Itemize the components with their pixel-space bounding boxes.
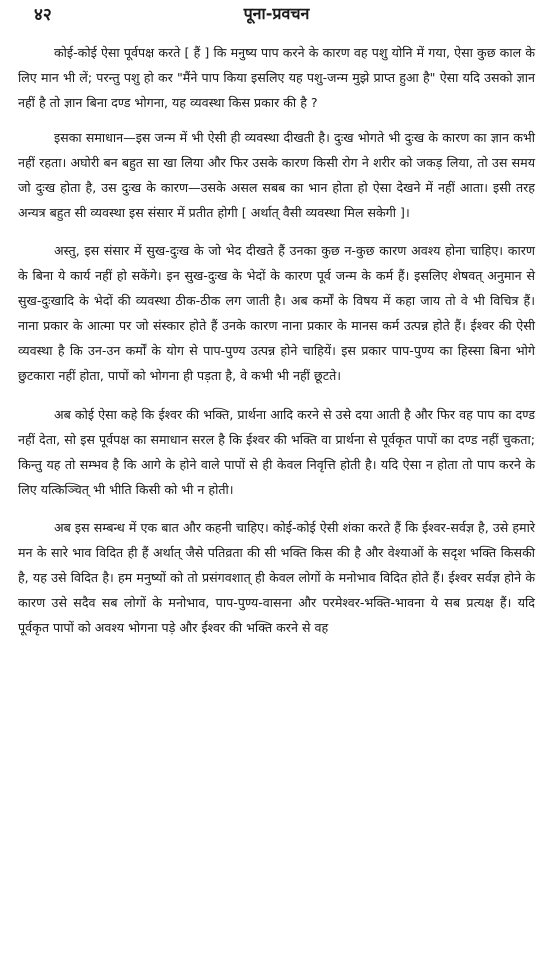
paragraph-3: अस्तु, इस संसार में सुख-दुःख के जो भेद दीखते हैं उनका कुछ न-कुछ कारण अवश्य होना चाहिए। कारण के बिना ये कार्य नहीं हो सकेंगे। इन सुख-दुःख के भेदों के कारण पूर्व जन्म के कर्म हैं। इसलिए शेषवत् अनुमान से सुख-दुःखादि के भेदों की व्यवस्था ठीक-ठीक लग जाती है। अब कर्मों के विषय में कहा जाय तो वे भी विचित्र हैं। नाना प्रकार के आत्मा पर जो संस्कार होते हैं उनके कारण नाना प्रकार के मानस कर्म उत्पन्न होते हैं। ईश्वर की ऐसी व्यवस्था है कि उन-उन कर्मों के योग से पाप-पुण्य उत्पन्न होने चाहियें। इस प्रकार पाप-पुण्य का हिस्सा बिना भोगे छुटकारा नहीं होता, पापों को भोगना ही पड़ता है, वे कभी भी नहीं छूटते। bbox=[18, 243, 535, 383]
paragraph-5: अब इस सम्बन्ध में एक बात और कहनी चाहिए। कोई-कोई ऐसी शंका करते हैं कि ईश्वर-सर्वज्ञ है, उसे हमारे मन के सारे भाव विदित ही हैं अर्थात् जैसे पतिव्रता की सी भक्ति किस की है और वेश्याओं के सदृश भक्ति किसकी है, यह उसे विदित है। हम मनुष्यों को तो प्रसंगवशात् ही केवल लोगों के मनोभाव विदित होते हैं। ईश्वर सर्वज्ञ होने के कारण उसे सदैव सब लोगों के मनोभाव, पाप-पुण्य-वासना और परमेश्वर-भक्ति-भावना ये सब प्रत्यक्ष हैं। यदि पूर्वकृत पापों को अवश्य भोगना पड़े और ईश्वर की भक्ति करने से वह bbox=[18, 520, 535, 635]
page-header bbox=[18, 0, 535, 40]
running-title: पूना-प्रवचन bbox=[243, 4, 310, 23]
page-number: ४२ bbox=[34, 5, 52, 25]
paragraph-1: कोई-कोई ऐसा पूर्वपक्ष करते [ हैं ] कि मनुष्य पाप करने के कारण वह पशु योनि में गया, ऐसा कुछ काल के लिए मान भी लें; परन्तु पशु हो कर "मैंने पाप किया इसलिए यह पशु-जन्म मुझे प्राप्त हुआ है" ऐसा यदि उसको ज्ञान नहीं है तो ज्ञान बिना दण्ड भोगना, यह व्यवस्था किस प्रकार की है ? bbox=[18, 45, 535, 110]
paragraph-2: इसका समाधान—इस जन्म में भी ऐसी ही व्यवस्था दीखती है। दुःख भोगते भी दुःख के कारण का ज्ञान कभी नहीं रहता। अघोरी बन बहुत सा खा लिया और फिर उसके कारण किसी रोग ने शरीर को जकड़ लिया, तो उस समय जो दुःख होता है, उस दुःख के कारण—उसके असल सबब का भान होता हो ऐसा देखने में नहीं आता। इसी तरह अन्यत्र बहुत सी व्यवस्था इस संसार में प्रतीत होगी [ अर्थात् वैसी व्यवस्था मिल सकेगी ]। bbox=[18, 130, 535, 220]
paragraph-4: अब कोई ऐसा कहे कि ईश्वर की भक्ति, प्रार्थना आदि करने से उसे दया आती है और फिर वह पाप का दण्ड नहीं देता, सो इस पूर्वपक्ष का समाधान सरल है कि ईश्वर की भक्ति वा प्रार्थना से पूर्वकृत पापों का दण्ड नहीं चुकता; किन्तु यह तो सम्भव है कि आगे के होने वाले पापों से ही केवल निवृत्ति होती है। यदि ऐसा न होता तो पाप करने के लिए यत्किञ्चित् भी भीति किसी को भी न होती। bbox=[18, 407, 535, 497]
